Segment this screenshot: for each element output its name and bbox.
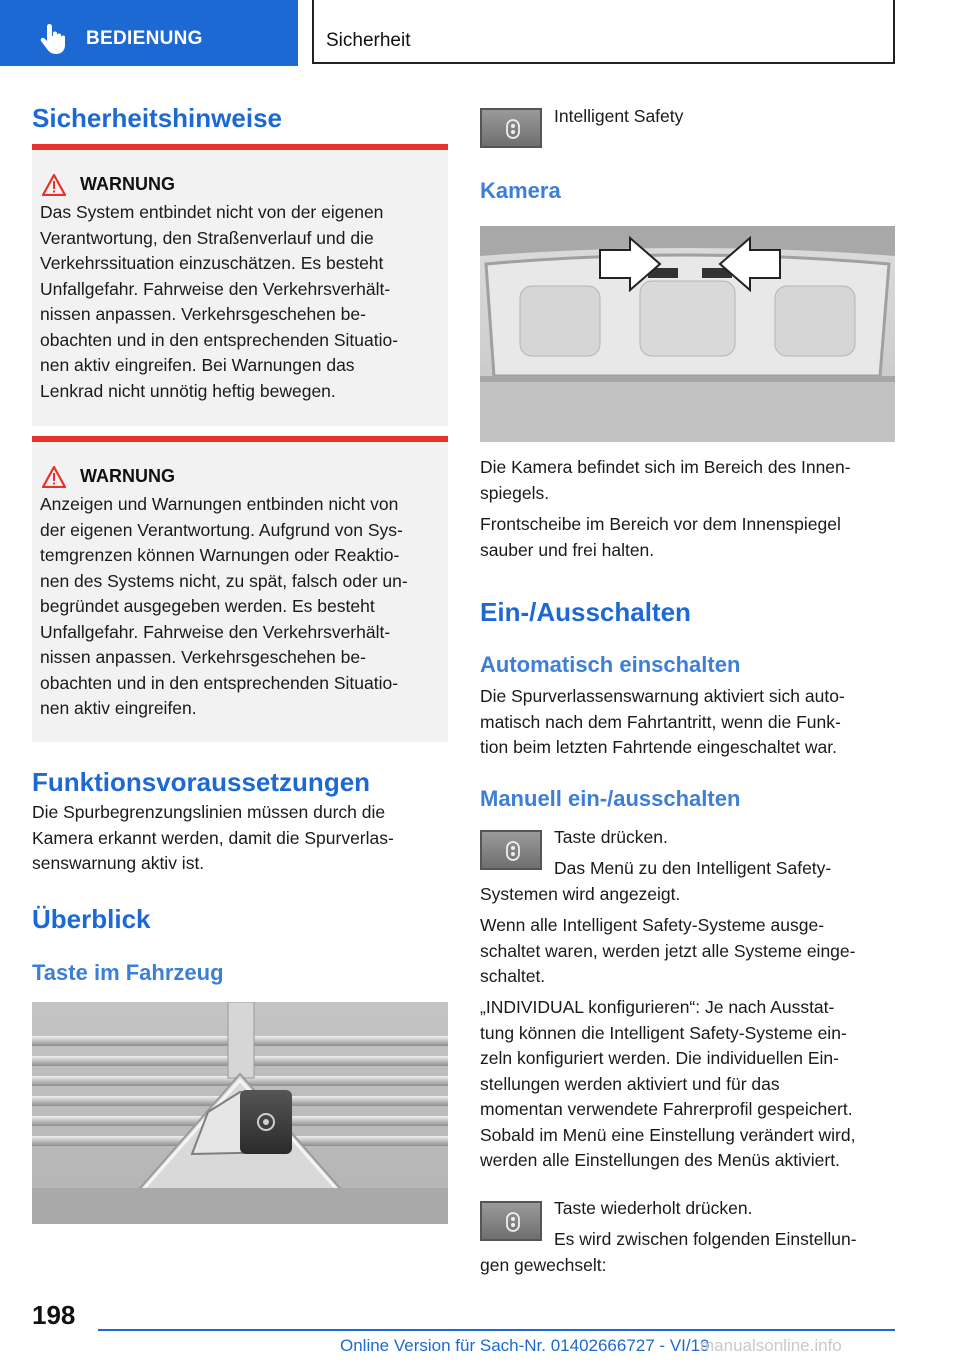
text-line: Es wird zwischen folgenden Einstellun- <box>554 1229 857 1249</box>
text-line: stellungen werden aktiviert und für das <box>480 1073 780 1094</box>
text-line: begründet ausgegeben werden. Es besteht <box>40 596 375 616</box>
intelligent-safety-icon <box>503 119 523 139</box>
text-line: sauber und frei halten. <box>480 539 655 560</box>
text-line: Unfallgefahr. Fahrweise den Verkehrsverhält- <box>40 621 391 642</box>
subheading-automatisch: Automatisch einschalten <box>480 652 741 677</box>
text-line: temgrenzen können Warnungen oder Reaktio- <box>40 545 400 565</box>
warning-label: WARNUNG <box>80 174 175 194</box>
text-line: schaltet waren, werden jetzt alle Systeme einge- <box>480 940 856 961</box>
text-line: Taste wiederholt drücken. <box>554 1198 753 1218</box>
text-line: Die Kamera befindet sich im Bereich des Innen- <box>480 457 851 477</box>
text-line: der eigenen Verantwortung. Aufgrund von Sys- <box>40 519 403 540</box>
intelligent-safety-button[interactable] <box>480 830 542 870</box>
heading-ein-ausschalten: Ein-/Ausschalten <box>480 597 691 627</box>
heading-ueberblick: Überblick <box>32 904 151 934</box>
text-line: Sobald im Menü eine Einstellung verändert wird, <box>480 1124 856 1145</box>
warning-box-1 <box>32 144 448 426</box>
heading-sicherheitshinweise: Sicherheitshinweise <box>32 103 282 133</box>
text-line: werden alle Einstellungen des Menüs aktiviert. <box>480 1150 840 1170</box>
text-line: momentan verwendete Fahrerprofil gespeichert. <box>480 1099 853 1119</box>
online-version-link[interactable]: Online Version für Sach-Nr. 01402666727 - VI/19 <box>340 1336 710 1355</box>
text-line: nen des Systems nicht, zu spät, falsch oder un- <box>40 570 408 591</box>
text-line: Kamera erkannt werden, damit die Spurverlas- <box>32 827 394 848</box>
footer-divider <box>98 1329 895 1331</box>
section-tab[interactable] <box>0 0 298 66</box>
intelligent-safety-icon <box>503 841 523 861</box>
text-line: Frontscheibe im Bereich vor dem Innenspiegel <box>480 514 841 534</box>
subheading-manuell: Manuell ein-/ausschalten <box>480 786 741 811</box>
frontscheibe-paragraph <box>480 512 900 563</box>
text-line: Systemen wird angezeigt. <box>480 884 681 904</box>
alle-systeme-paragraph <box>480 913 900 990</box>
section-tab-label: BEDIENUNG <box>86 28 203 49</box>
voraussetzungen-paragraph <box>32 800 452 877</box>
warning-text <box>40 200 446 404</box>
heading-kamera: Kamera <box>480 178 561 203</box>
text-line: zeln konfiguriert werden. Die individuellen Ein- <box>480 1048 839 1068</box>
text-line: nissen anpassen. Verkehrsgeschehen be- <box>40 304 366 324</box>
individual-paragraph <box>480 995 900 1174</box>
warning-triangle-icon <box>42 174 66 196</box>
camera-location-photo <box>480 226 895 442</box>
text-line: Verantwortung, den Straßenverlauf und die <box>40 227 374 248</box>
text-line: Wenn alle Intelligent Safety-Systeme ausge- <box>480 915 825 935</box>
chapter-header <box>312 0 895 64</box>
intelligent-safety-icon <box>503 1212 523 1232</box>
text-line: matisch nach dem Fahrtantritt, wenn die Funk- <box>480 711 841 732</box>
text-line: gen gewechselt: <box>480 1255 607 1275</box>
heading-funktionsvoraussetzungen: Funktionsvoraussetzungen <box>32 767 371 797</box>
watermark: manualsonline.info <box>700 1336 842 1355</box>
warning-label: WARNUNG <box>80 466 175 486</box>
warning-text <box>40 492 446 722</box>
text-line: „INDIVIDUAL konfigurieren“: Je nach Ausstat- <box>480 997 835 1017</box>
text-line: nen aktiv eingreifen. <box>40 698 197 718</box>
text-line: Unfallgefahr. Fahrweise den Verkehrsverhält- <box>40 278 391 299</box>
subheading-taste-im-fahrzeug: Taste im Fahrzeug <box>32 960 224 985</box>
text-line: Das System entbindet nicht von der eigenen <box>40 202 384 222</box>
kamera-paragraph <box>480 455 900 506</box>
text-line: senswarnung aktiv ist. <box>32 853 205 873</box>
text-line: schaltet. <box>480 966 546 986</box>
console-button-photo <box>32 1002 448 1224</box>
warning-box-2 <box>32 436 448 742</box>
intelligent-safety-caption: Intelligent Safety <box>554 106 684 126</box>
text-line: nissen anpassen. Verkehrsgeschehen be- <box>40 647 366 667</box>
text-line: Lenkrad nicht unnötig heftig bewegen. <box>40 380 336 401</box>
page-number: 198 <box>32 1300 76 1330</box>
automatisch-paragraph <box>480 684 900 761</box>
text-line: obachten und in den entsprechenden Situatio- <box>40 672 399 693</box>
text-line: Das Menü zu den Intelligent Safety- <box>554 858 832 878</box>
warning-triangle-icon <box>42 466 66 488</box>
text-line: nen aktiv eingreifen. Bei Warnungen das <box>40 355 355 375</box>
text-line: Taste drücken. <box>554 827 668 847</box>
text-line: Die Spurverlassenswarnung aktiviert sich auto- <box>480 686 845 706</box>
hand-pointer-icon <box>40 22 70 54</box>
text-line: Die Spurbegrenzungslinien müssen durch die <box>32 802 386 822</box>
text-line: Anzeigen und Warnungen entbinden nicht von <box>40 494 399 514</box>
text-line: tion beim letzten Fahrtende eingeschaltet war. <box>480 737 838 757</box>
text-line: Verkehrssituation einzuschätzen. Es besteht <box>40 253 384 273</box>
text-line: tung können die Intelligent Safety-Systeme ein- <box>480 1022 847 1043</box>
text-line: spiegels. <box>480 482 550 503</box>
intelligent-safety-button[interactable] <box>480 108 542 148</box>
intelligent-safety-button[interactable] <box>480 1201 542 1241</box>
text-line: obachten und in den entsprechenden Situatio- <box>40 329 399 350</box>
chapter-title: Sicherheit <box>326 30 411 51</box>
